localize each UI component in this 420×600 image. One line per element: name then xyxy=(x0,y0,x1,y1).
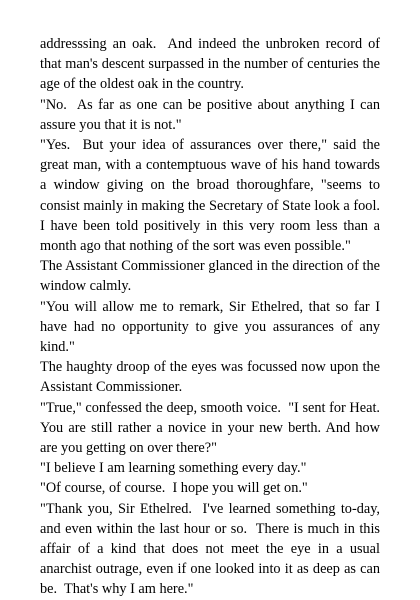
paragraph: The Assistant Commissioner glanced in the direction of the window calmly. xyxy=(40,258,384,295)
paragraph: "I believe I am learning something every day." xyxy=(40,460,307,477)
paragraph: "Thank you, Sir Ethelred. I've learned something to-day, and even within the last hour or so. There is much in this affair of a kind that does not meet the eye in a usual anarchist outrage, even if one looked into it as deep as can be. That's why I am here." xyxy=(40,500,384,598)
paragraph: "Of course, of course. I hope you will get on." xyxy=(40,480,308,497)
paragraph: "You will allow me to remark, Sir Ethelred, that so far I have had no opportunity to give you assurances of any kind." xyxy=(40,298,384,356)
paragraph: The haughty droop of the eyes was focussed now upon the Assistant Commissioner. xyxy=(40,359,383,396)
paragraph: addresssing an oak. And indeed the unbroken record of that man's descent surpassed in the number of centuries the age of the oldest oak in the country. xyxy=(40,36,384,93)
paragraph: "True," confessed the deep, smooth voice. "I sent for Heat. You are still rather a novice in your new berth. And how are you getting on over there?" xyxy=(40,399,388,457)
paragraph: "No. As far as one can be positive about anything I can assure you that it is not." xyxy=(40,96,384,133)
document-page xyxy=(40,34,388,600)
paragraph: "Yes. But your idea of assurances over there," said the great man, with a contemptuous wave of his hand towards a window giving on the broad thoroughfare, "seems to consist mainly in making the Secretary of State look a fool. I have been told positively in this very room less than a month ago that nothing of the sort was even possible." xyxy=(40,137,388,255)
